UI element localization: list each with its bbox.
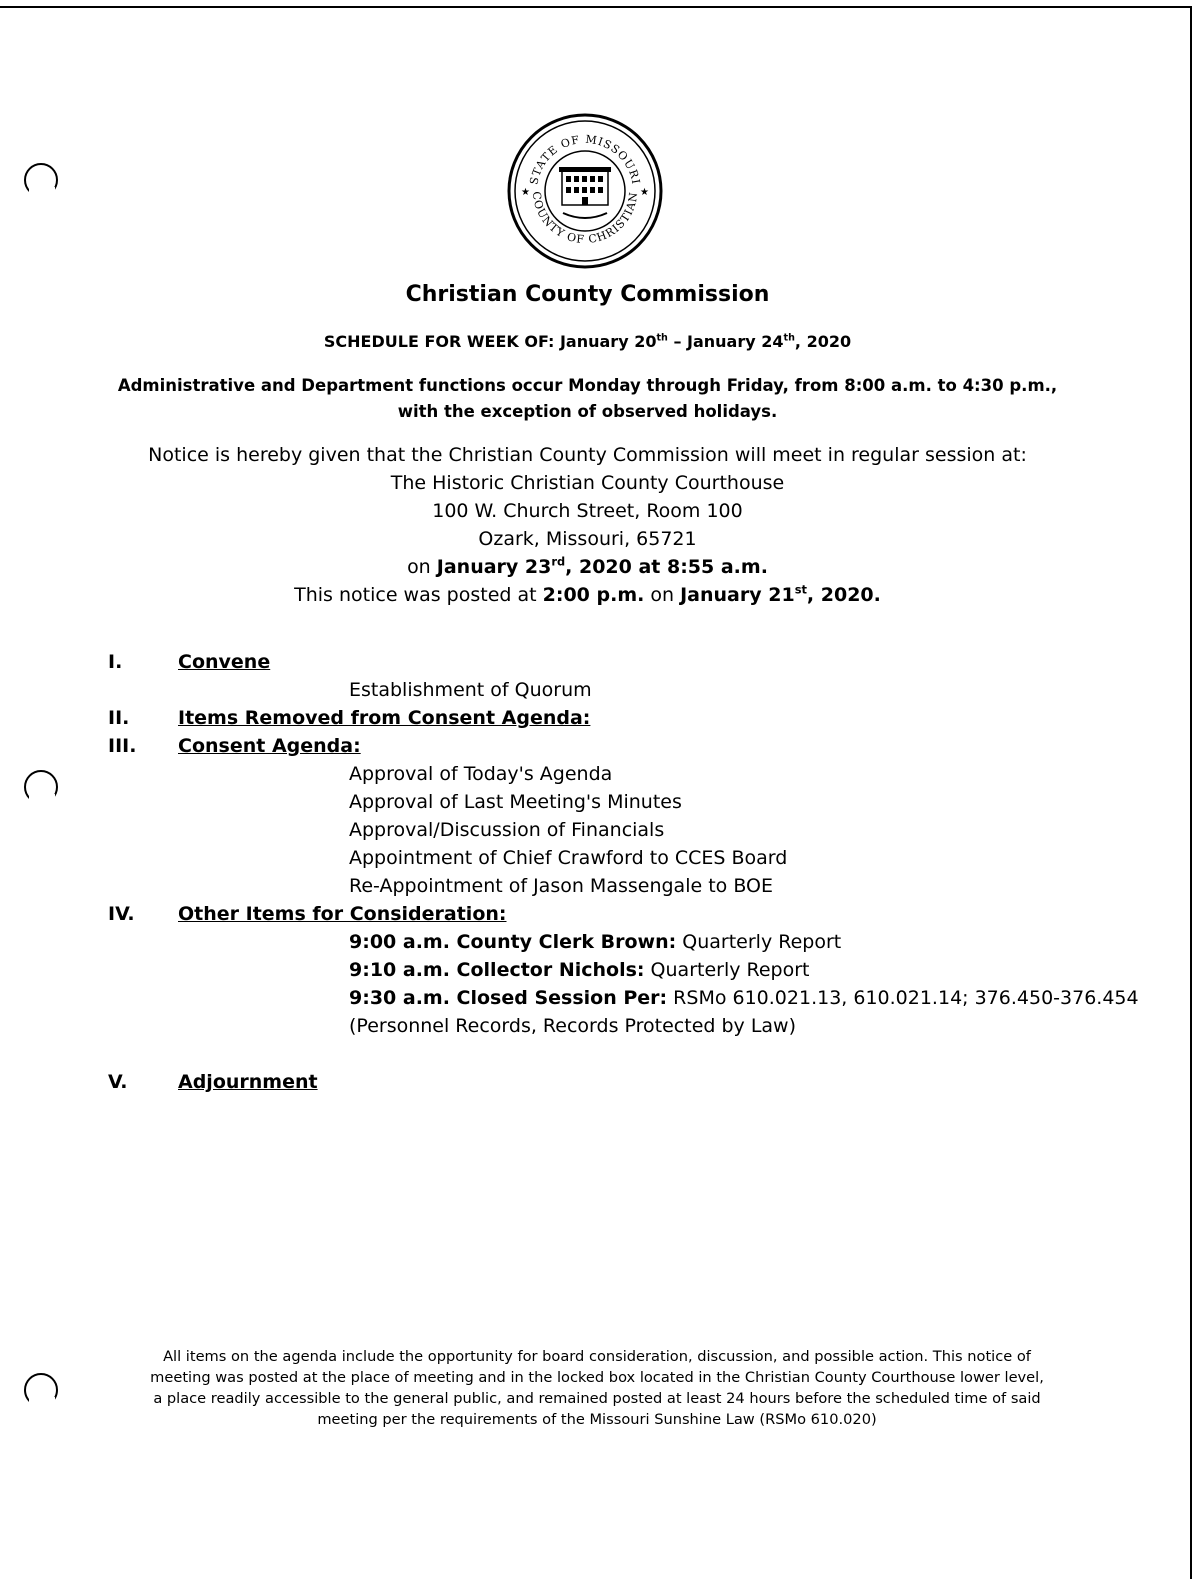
agenda-item: Approval of Last Meeting's Minutes <box>349 791 682 813</box>
agenda-item: Establishment of Quorum <box>349 679 592 701</box>
section-consent-agenda: III. Consent Agenda: <box>108 735 361 757</box>
agenda-item: Approval/Discussion of Financials <box>349 819 665 841</box>
agenda-item: Approval of Today's Agenda <box>349 763 613 785</box>
page-title: Christian County Commission <box>405 282 770 307</box>
section-convene: I. Convene <box>108 651 271 673</box>
county-seal <box>507 113 663 269</box>
agenda <box>108 651 1139 1099</box>
agenda-item: 9:30 a.m. Closed Session Per: RSMo 610.021.13, 610.021.14; 376.450-376.454 <box>349 987 1139 1009</box>
punch-hole-bottom <box>24 1373 58 1407</box>
svg-text:★: ★ <box>521 187 530 198</box>
agenda-item-note: (Personnel Records, Records Protected by Law) <box>349 1015 797 1037</box>
agenda-item: 9:10 a.m. Collector Nichols: Quarterly Report <box>349 959 810 981</box>
seal-top-text: STATE OF MISSOURI <box>527 132 643 186</box>
notice-street: 100 W. Church Street, Room 100 <box>432 500 743 522</box>
footer-disclaimer: All items on the agenda include the opportunity for board consideration, discussion, and possible action. This notice of meeting was posted at the place of meeting and in the locked box located in the Christian County Courthouse lower level, a place readily accessible to the general public, and remained posted at least 24 hours before the scheduled time of said meeting per the requirements of the Missouri Sunshine Law (RSMo 610.020) <box>150 1348 1044 1428</box>
seal-bottom-text: COUNTY OF CHRISTIAN <box>529 190 641 247</box>
svg-text:★: ★ <box>640 187 649 198</box>
notice-city: Ozark, Missouri, 65721 <box>478 528 697 550</box>
section-other-items: IV. Other Items for Consideration: <box>108 903 507 925</box>
notice-meeting-date: on January 23rd, 2020 at 8:55 a.m. <box>407 554 768 578</box>
admin-hours-notice: Administrative and Department functions occur Monday through Friday, from 8:00 a.m. to 4:30 p.m., with the exception of observed holidays. <box>117 376 1058 421</box>
punch-hole-middle <box>24 770 58 804</box>
schedule-week: SCHEDULE FOR WEEK OF: January 20th – January 24th, 2020 <box>323 332 852 351</box>
page-edge-right <box>1190 6 1192 1579</box>
notice-posted: This notice was posted at 2:00 p.m. on January 21st, 2020. <box>294 582 881 606</box>
agenda-item: Re-Appointment of Jason Massengale to BOE <box>349 875 773 897</box>
page-edge-top <box>0 6 1190 8</box>
notice-intro: Notice is hereby given that the Christian County Commission will meet in regular session at: <box>148 444 1027 466</box>
punch-hole-top <box>24 163 58 197</box>
notice-venue: The Historic Christian County Courthouse <box>390 472 785 494</box>
section-adjournment: V. Adjournment <box>108 1071 318 1093</box>
agenda-item: Appointment of Chief Crawford to CCES Board <box>349 847 788 869</box>
meeting-notice <box>0 441 1175 609</box>
section-items-removed: II. Items Removed from Consent Agenda: <box>108 707 591 729</box>
agenda-item: 9:00 a.m. County Clerk Brown: Quarterly Report <box>349 931 842 953</box>
